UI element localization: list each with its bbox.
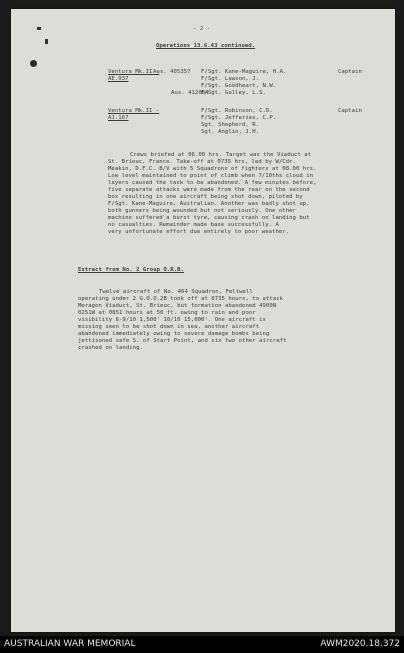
extract-line: 0251W at 0851 hours at 50 ft. owing to rain and poor: [78, 310, 256, 316]
extract-line: missing seen to be shot down in sea, another aircraft: [78, 324, 260, 330]
document-page: [11, 9, 395, 632]
narrative-line: layers caused the task to be abandoned. A few minutes before,: [108, 180, 317, 186]
extract-line: visibility 6-9/10 1,500' 10/10 15,000'. One aircraft is: [78, 317, 266, 323]
crew-aus-number: Aus. 405357: [153, 69, 191, 75]
crew-name: Sgt. Anglin, J.H.: [201, 129, 260, 135]
aircraft-serial: AJ.167: [108, 115, 129, 121]
ink-mark: [45, 39, 48, 44]
footer-institution: AUSTRALIAN WAR MEMORIAL: [4, 639, 136, 649]
narrative-line: machine suffered a burst tyre, causing crash on landing but: [108, 215, 310, 221]
narrative-line: box resulting in one aircraft being shot down, piloted by: [108, 194, 303, 200]
narrative-line: no casualties. Remainder made base successfully. A: [108, 222, 279, 228]
archive-footer: [0, 636, 404, 653]
crew-name: Sgt. Shepherd, R.: [201, 122, 260, 128]
footer-accession-number: AWM2020.18.372: [320, 639, 400, 649]
narrative-line: Crews briefed at 06.00 hrs. Target was the Viaduct at: [130, 152, 312, 158]
extract-line: operating under 2 G.O.O.2B took off at 0735 hours, to attack: [78, 296, 284, 302]
crew-name: F/Sgt. Galley, L.S.: [201, 90, 266, 96]
extract-line: crashed on landing.: [78, 345, 143, 351]
narrative-line: five separate attacks were made from the rear on the second: [108, 187, 310, 193]
ink-mark: [37, 27, 41, 30]
narrative-line: very unfortunate effort due entirely to poor weather.: [108, 229, 290, 235]
crew-name: F/Sgt. Goodheart, N.W.: [201, 83, 277, 89]
punch-hole: [30, 60, 37, 67]
crew-role: Captain: [338, 69, 362, 75]
narrative-line: both gunners being wounded but not seriously. One other: [108, 208, 296, 214]
aircraft-type: Ventura Mk.II -: [108, 69, 160, 75]
narrative-line: Meakin, D.F.C. B/V with 5 Squadrons of fighters at 08.00 hrs.: [108, 166, 317, 172]
page-title: Operations 13.6.43 continued.: [156, 43, 256, 49]
narrative-line: F/Sgt. Kane-Maguire, Australian. Another was badly shot up,: [108, 201, 310, 207]
aircraft-serial: AE.937: [108, 76, 129, 82]
crew-name: F/Sgt. Lawson, J.: [201, 76, 260, 82]
extract-line: abandoned immediately owing to severe damage bombs being: [78, 331, 270, 337]
narrative-line: St. Brieuc, France. Take-off at 0735 hrs, led by W/Cdr.: [108, 159, 296, 165]
crew-role: Captain: [338, 108, 362, 114]
narrative-line: Low level maintained to point of climb when 7/10ths cloud in: [108, 173, 314, 179]
crew-name: F/Sgt. Jefferies, C.P.: [201, 115, 277, 121]
crew-name: F/Sgt. Kane-Maguire, H.A.: [201, 69, 287, 75]
extract-line: jettisoned safe S. of Start Point, and six two other aircraft: [78, 338, 287, 344]
extract-line: Twelve aircraft of No. 464 Squadron, Feltwell: [99, 289, 253, 295]
aircraft-type: Ventura Mk.II -: [108, 108, 160, 114]
page-number: - 2 -: [193, 26, 211, 32]
extract-heading: Extract from No. 2 Group O.R.B.: [78, 267, 184, 273]
crew-name: F/Sgt. Robinson, C.D.: [201, 108, 273, 114]
extract-line: Meragon Viaduct, St. Brieuc, but formation abandoned 4900N: [78, 303, 277, 309]
crew-aus-number: Aus. 412004: [171, 90, 209, 96]
